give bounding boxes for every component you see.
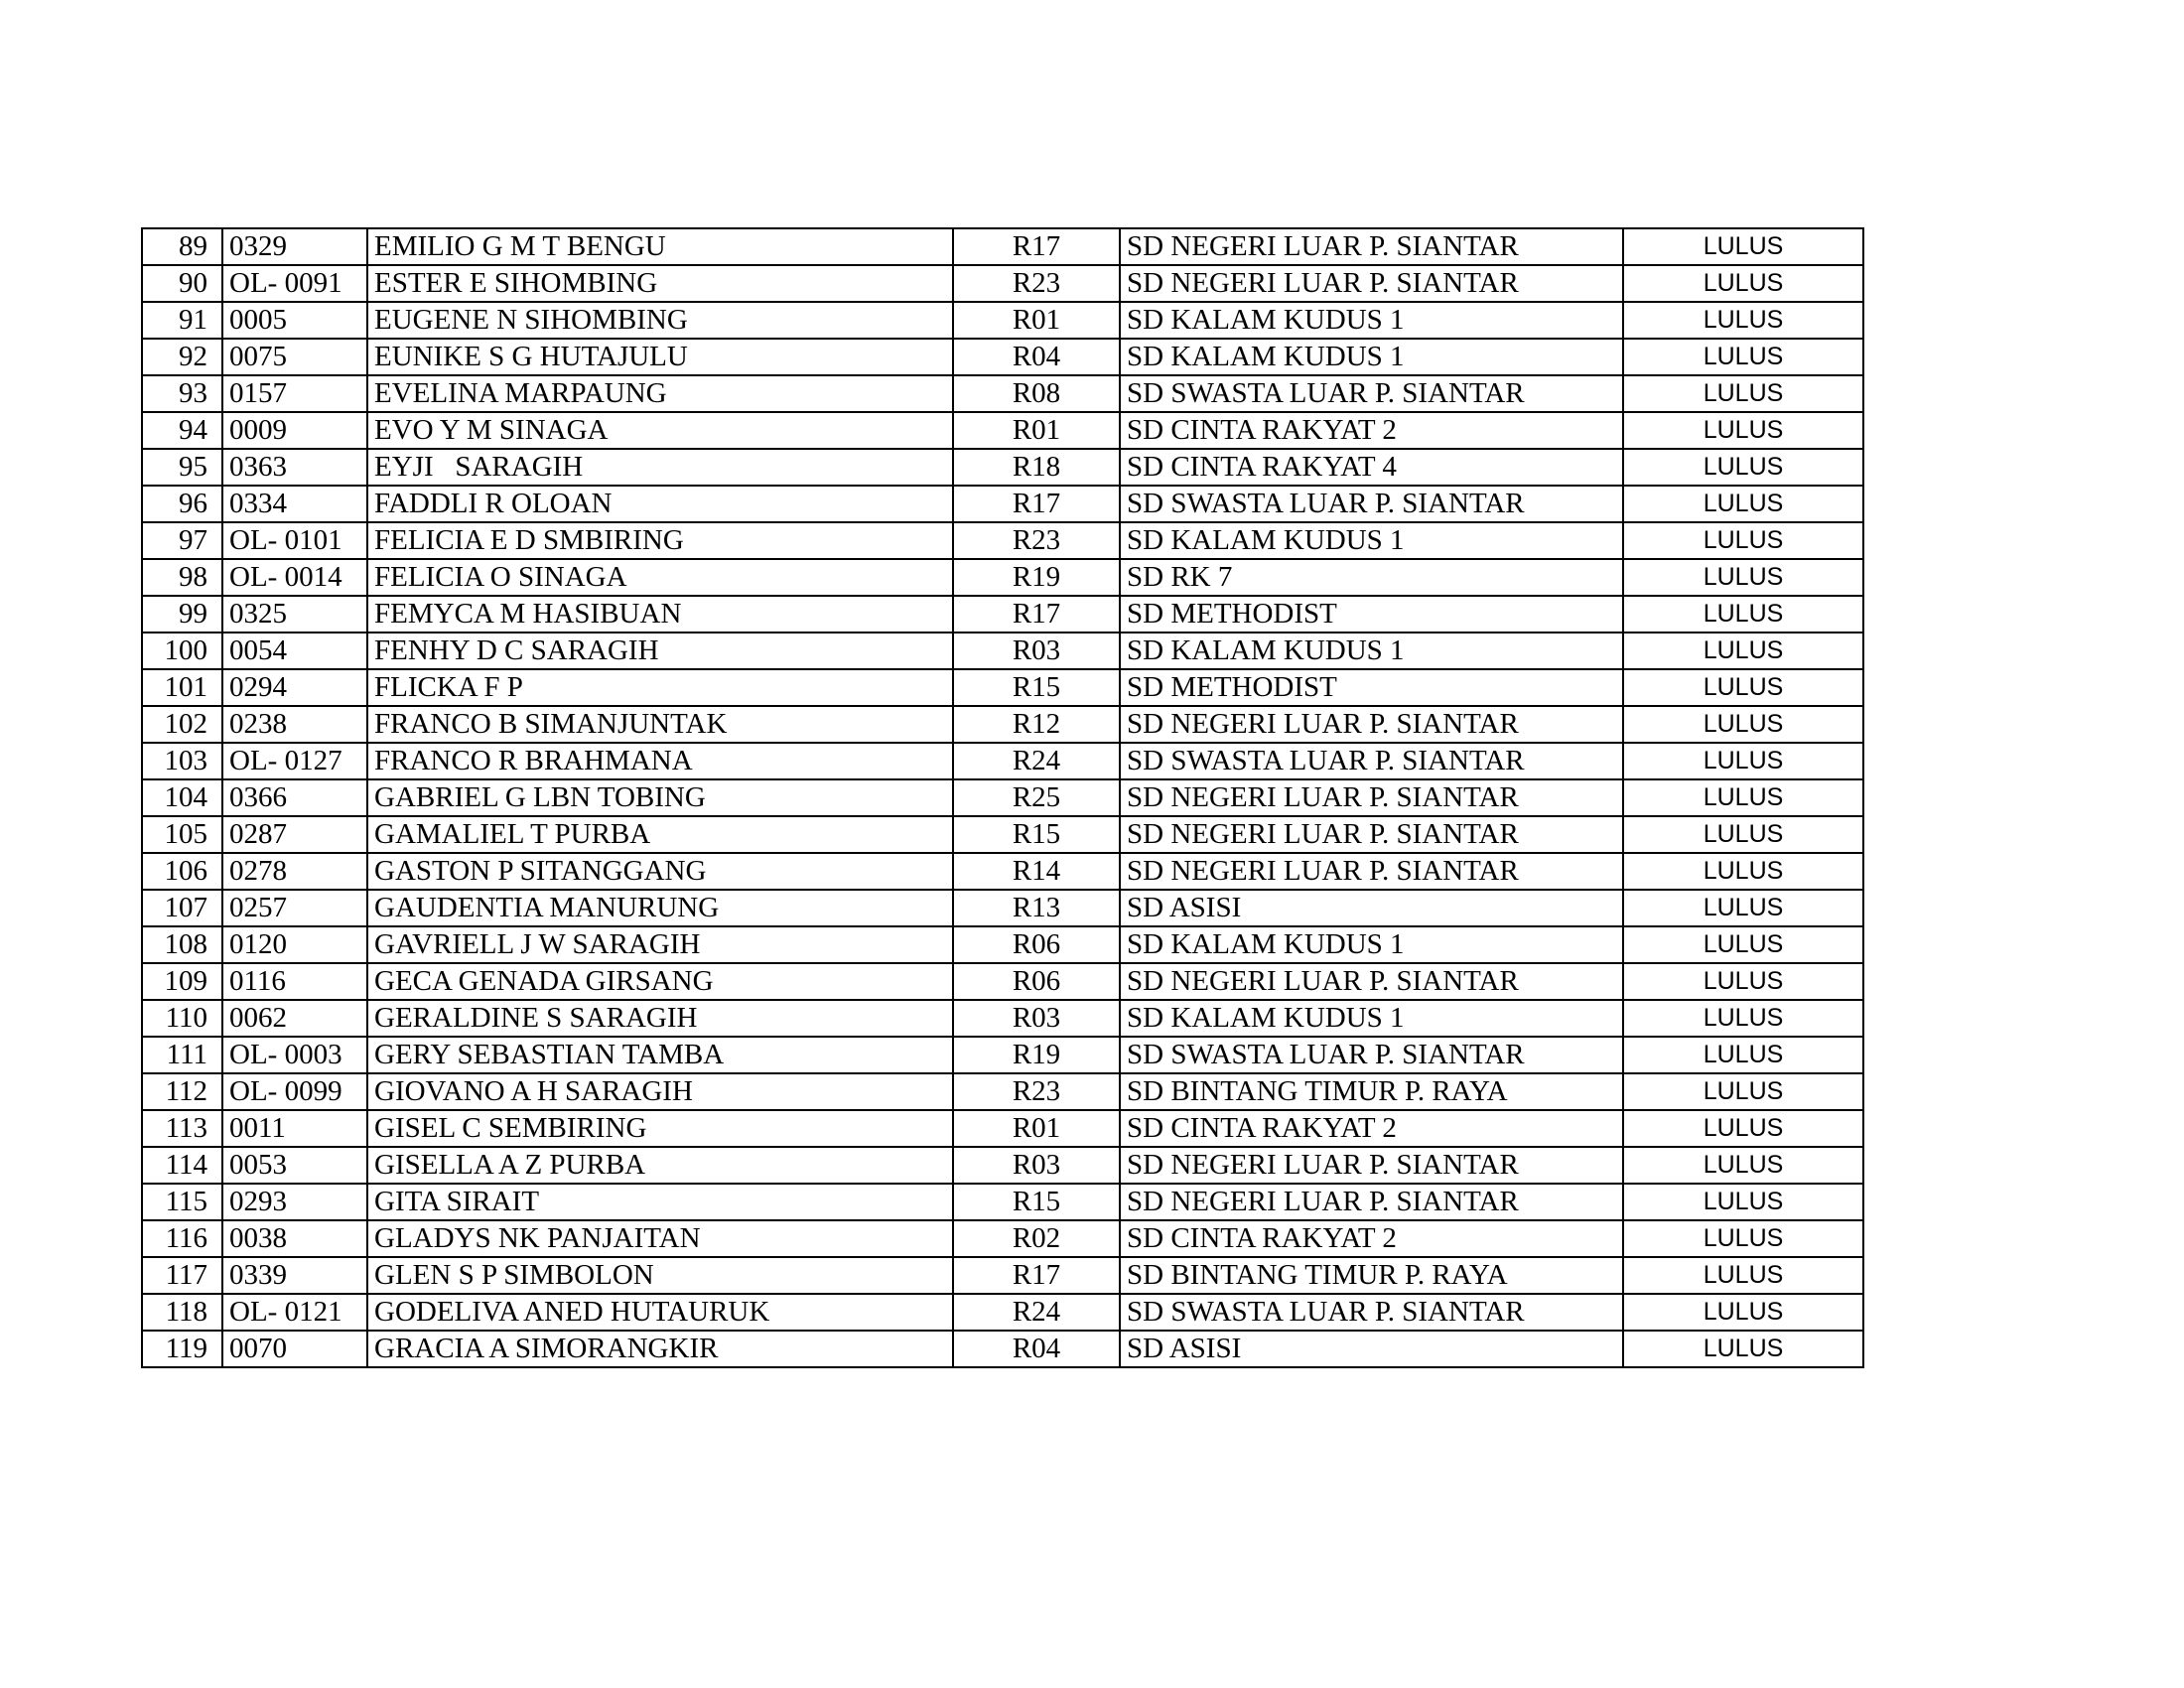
school-cell: SD SWASTA LUAR P. SIANTAR xyxy=(1120,486,1623,522)
participant-code-cell: 0009 xyxy=(222,412,367,449)
school-cell: SD KALAM KUDUS 1 xyxy=(1120,926,1623,963)
row-number-cell: 107 xyxy=(142,890,222,926)
room-cell: R25 xyxy=(953,779,1120,816)
room-cell: R17 xyxy=(953,1257,1120,1294)
room-cell: R24 xyxy=(953,743,1120,779)
school-cell: SD BINTANG TIMUR P. RAYA xyxy=(1120,1257,1623,1294)
participant-code-cell: 0329 xyxy=(222,228,367,265)
room-cell: R19 xyxy=(953,559,1120,596)
student-name-cell: GODELIVA ANED HUTAURUK xyxy=(367,1294,953,1331)
status-cell: LULUS xyxy=(1623,1220,1863,1257)
row-number-cell: 89 xyxy=(142,228,222,265)
status-cell: LULUS xyxy=(1623,522,1863,559)
row-number-cell: 95 xyxy=(142,449,222,486)
student-name-cell: FRANCO B SIMANJUNTAK xyxy=(367,706,953,743)
table-row xyxy=(142,1220,1863,1257)
status-cell: LULUS xyxy=(1623,853,1863,890)
table-row xyxy=(142,522,1863,559)
student-name-cell: FEMYCA M HASIBUAN xyxy=(367,596,953,633)
student-name-cell: GLADYS NK PANJAITAN xyxy=(367,1220,953,1257)
row-number-cell: 101 xyxy=(142,669,222,706)
school-cell: SD NEGERI LUAR P. SIANTAR xyxy=(1120,779,1623,816)
table-row xyxy=(142,1331,1863,1367)
table-row xyxy=(142,1147,1863,1184)
participant-code-cell: 0363 xyxy=(222,449,367,486)
row-number-cell: 97 xyxy=(142,522,222,559)
status-cell: LULUS xyxy=(1623,302,1863,339)
room-cell: R06 xyxy=(953,926,1120,963)
table-row xyxy=(142,449,1863,486)
participant-code-cell: OL- 0101 xyxy=(222,522,367,559)
school-cell: SD SWASTA LUAR P. SIANTAR xyxy=(1120,1037,1623,1073)
status-cell: LULUS xyxy=(1623,706,1863,743)
room-cell: R01 xyxy=(953,412,1120,449)
student-name-cell: GLEN S P SIMBOLON xyxy=(367,1257,953,1294)
school-cell: SD ASISI xyxy=(1120,890,1623,926)
student-name-cell: GIOVANO A H SARAGIH xyxy=(367,1073,953,1110)
student-name-cell: EUGENE N SIHOMBING xyxy=(367,302,953,339)
table-row xyxy=(142,633,1863,669)
row-number-cell: 93 xyxy=(142,375,222,412)
participant-code-cell: 0075 xyxy=(222,339,367,375)
school-cell: SD METHODIST xyxy=(1120,596,1623,633)
school-cell: SD NEGERI LUAR P. SIANTAR xyxy=(1120,265,1623,302)
row-number-cell: 103 xyxy=(142,743,222,779)
student-name-cell: GAMALIEL T PURBA xyxy=(367,816,953,853)
school-cell: SD KALAM KUDUS 1 xyxy=(1120,633,1623,669)
status-cell: LULUS xyxy=(1623,265,1863,302)
student-name-cell: EVELINA MARPAUNG xyxy=(367,375,953,412)
participant-code-cell: 0054 xyxy=(222,633,367,669)
participant-code-cell: 0238 xyxy=(222,706,367,743)
participant-code-cell: OL- 0121 xyxy=(222,1294,367,1331)
student-name-cell: GERALDINE S SARAGIH xyxy=(367,1000,953,1037)
school-cell: SD SWASTA LUAR P. SIANTAR xyxy=(1120,375,1623,412)
room-cell: R04 xyxy=(953,339,1120,375)
participant-code-cell: OL- 0099 xyxy=(222,1073,367,1110)
school-cell: SD KALAM KUDUS 1 xyxy=(1120,339,1623,375)
status-cell: LULUS xyxy=(1623,816,1863,853)
room-cell: R19 xyxy=(953,1037,1120,1073)
student-name-cell: EVO Y M SINAGA xyxy=(367,412,953,449)
participant-code-cell: 0339 xyxy=(222,1257,367,1294)
student-name-cell: FELICIA E D SMBIRING xyxy=(367,522,953,559)
status-cell: LULUS xyxy=(1623,486,1863,522)
status-cell: LULUS xyxy=(1623,1147,1863,1184)
row-number-cell: 116 xyxy=(142,1220,222,1257)
school-cell: SD BINTANG TIMUR P. RAYA xyxy=(1120,1073,1623,1110)
student-name-cell: GABRIEL G LBN TOBING xyxy=(367,779,953,816)
row-number-cell: 117 xyxy=(142,1257,222,1294)
room-cell: R08 xyxy=(953,375,1120,412)
student-name-cell: GAUDENTIA MANURUNG xyxy=(367,890,953,926)
table-row xyxy=(142,890,1863,926)
room-cell: R15 xyxy=(953,1184,1120,1220)
row-number-cell: 111 xyxy=(142,1037,222,1073)
student-name-cell: ESTER E SIHOMBING xyxy=(367,265,953,302)
row-number-cell: 118 xyxy=(142,1294,222,1331)
participant-code-cell: OL- 0014 xyxy=(222,559,367,596)
table-row xyxy=(142,706,1863,743)
room-cell: R03 xyxy=(953,633,1120,669)
row-number-cell: 112 xyxy=(142,1073,222,1110)
table-row xyxy=(142,302,1863,339)
student-name-cell: EUNIKE S G HUTAJULU xyxy=(367,339,953,375)
table-row xyxy=(142,412,1863,449)
table-row xyxy=(142,596,1863,633)
status-cell: LULUS xyxy=(1623,1000,1863,1037)
row-number-cell: 109 xyxy=(142,963,222,1000)
status-cell: LULUS xyxy=(1623,1110,1863,1147)
room-cell: R24 xyxy=(953,1294,1120,1331)
status-cell: LULUS xyxy=(1623,926,1863,963)
table-row xyxy=(142,669,1863,706)
participant-code-cell: OL- 0003 xyxy=(222,1037,367,1073)
row-number-cell: 119 xyxy=(142,1331,222,1367)
status-cell: LULUS xyxy=(1623,743,1863,779)
status-cell: LULUS xyxy=(1623,559,1863,596)
row-number-cell: 102 xyxy=(142,706,222,743)
results-table-body xyxy=(142,228,1863,1367)
student-name-cell: GRACIA A SIMORANGKIR xyxy=(367,1331,953,1367)
status-cell: LULUS xyxy=(1623,963,1863,1000)
row-number-cell: 90 xyxy=(142,265,222,302)
student-name-cell: FENHY D C SARAGIH xyxy=(367,633,953,669)
participant-code-cell: 0287 xyxy=(222,816,367,853)
room-cell: R03 xyxy=(953,1000,1120,1037)
room-cell: R15 xyxy=(953,669,1120,706)
status-cell: LULUS xyxy=(1623,228,1863,265)
table-row xyxy=(142,743,1863,779)
student-name-cell: GISELLA A Z PURBA xyxy=(367,1147,953,1184)
status-cell: LULUS xyxy=(1623,890,1863,926)
row-number-cell: 94 xyxy=(142,412,222,449)
room-cell: R04 xyxy=(953,1331,1120,1367)
school-cell: SD CINTA RAKYAT 4 xyxy=(1120,449,1623,486)
participant-code-cell: 0294 xyxy=(222,669,367,706)
status-cell: LULUS xyxy=(1623,375,1863,412)
student-name-cell: EMILIO G M T BENGU xyxy=(367,228,953,265)
status-cell: LULUS xyxy=(1623,449,1863,486)
student-name-cell: FRANCO R BRAHMANA xyxy=(367,743,953,779)
status-cell: LULUS xyxy=(1623,1184,1863,1220)
table-row xyxy=(142,1184,1863,1220)
row-number-cell: 96 xyxy=(142,486,222,522)
room-cell: R12 xyxy=(953,706,1120,743)
student-name-cell: EYJI SARAGIH xyxy=(367,449,953,486)
table-row xyxy=(142,1257,1863,1294)
table-row xyxy=(142,1073,1863,1110)
table-row xyxy=(142,1000,1863,1037)
participant-code-cell: 0011 xyxy=(222,1110,367,1147)
status-cell: LULUS xyxy=(1623,1331,1863,1367)
participant-code-cell: 0005 xyxy=(222,302,367,339)
student-name-cell: GISEL C SEMBIRING xyxy=(367,1110,953,1147)
status-cell: LULUS xyxy=(1623,1037,1863,1073)
table-row xyxy=(142,1110,1863,1147)
row-number-cell: 106 xyxy=(142,853,222,890)
room-cell: R15 xyxy=(953,816,1120,853)
table-row xyxy=(142,486,1863,522)
results-table xyxy=(141,227,1864,1368)
room-cell: R03 xyxy=(953,1147,1120,1184)
student-name-cell: FLICKA F P xyxy=(367,669,953,706)
participant-code-cell: 0334 xyxy=(222,486,367,522)
status-cell: LULUS xyxy=(1623,412,1863,449)
school-cell: SD KALAM KUDUS 1 xyxy=(1120,302,1623,339)
table-row xyxy=(142,265,1863,302)
student-name-cell: GAVRIELL J W SARAGIH xyxy=(367,926,953,963)
table-row xyxy=(142,375,1863,412)
school-cell: SD KALAM KUDUS 1 xyxy=(1120,522,1623,559)
participant-code-cell: 0157 xyxy=(222,375,367,412)
room-cell: R14 xyxy=(953,853,1120,890)
room-cell: R23 xyxy=(953,1073,1120,1110)
room-cell: R02 xyxy=(953,1220,1120,1257)
table-row xyxy=(142,1294,1863,1331)
room-cell: R13 xyxy=(953,890,1120,926)
student-name-cell: GECA GENADA GIRSANG xyxy=(367,963,953,1000)
row-number-cell: 113 xyxy=(142,1110,222,1147)
room-cell: R17 xyxy=(953,596,1120,633)
status-cell: LULUS xyxy=(1623,669,1863,706)
room-cell: R17 xyxy=(953,486,1120,522)
room-cell: R23 xyxy=(953,265,1120,302)
participant-code-cell: 0053 xyxy=(222,1147,367,1184)
room-cell: R23 xyxy=(953,522,1120,559)
status-cell: LULUS xyxy=(1623,1073,1863,1110)
room-cell: R18 xyxy=(953,449,1120,486)
school-cell: SD CINTA RAKYAT 2 xyxy=(1120,1220,1623,1257)
status-cell: LULUS xyxy=(1623,779,1863,816)
participant-code-cell: 0062 xyxy=(222,1000,367,1037)
school-cell: SD CINTA RAKYAT 2 xyxy=(1120,412,1623,449)
table-row xyxy=(142,559,1863,596)
school-cell: SD NEGERI LUAR P. SIANTAR xyxy=(1120,1184,1623,1220)
row-number-cell: 92 xyxy=(142,339,222,375)
student-name-cell: GASTON P SITANGGANG xyxy=(367,853,953,890)
student-name-cell: FADDLI R OLOAN xyxy=(367,486,953,522)
participant-code-cell: OL- 0127 xyxy=(222,743,367,779)
participant-code-cell: 0120 xyxy=(222,926,367,963)
school-cell: SD NEGERI LUAR P. SIANTAR xyxy=(1120,816,1623,853)
table-row xyxy=(142,228,1863,265)
table-row xyxy=(142,816,1863,853)
school-cell: SD ASISI xyxy=(1120,1331,1623,1367)
room-cell: R06 xyxy=(953,963,1120,1000)
status-cell: LULUS xyxy=(1623,596,1863,633)
table-row xyxy=(142,926,1863,963)
school-cell: SD NEGERI LUAR P. SIANTAR xyxy=(1120,706,1623,743)
row-number-cell: 100 xyxy=(142,633,222,669)
participant-code-cell: 0325 xyxy=(222,596,367,633)
participant-code-cell: 0257 xyxy=(222,890,367,926)
table-row xyxy=(142,853,1863,890)
school-cell: SD METHODIST xyxy=(1120,669,1623,706)
table-row xyxy=(142,963,1863,1000)
row-number-cell: 104 xyxy=(142,779,222,816)
school-cell: SD CINTA RAKYAT 2 xyxy=(1120,1110,1623,1147)
participant-code-cell: 0116 xyxy=(222,963,367,1000)
row-number-cell: 105 xyxy=(142,816,222,853)
row-number-cell: 110 xyxy=(142,1000,222,1037)
student-name-cell: GERY SEBASTIAN TAMBA xyxy=(367,1037,953,1073)
school-cell: SD RK 7 xyxy=(1120,559,1623,596)
school-cell: SD NEGERI LUAR P. SIANTAR xyxy=(1120,1147,1623,1184)
participant-code-cell: 0070 xyxy=(222,1331,367,1367)
row-number-cell: 115 xyxy=(142,1184,222,1220)
row-number-cell: 108 xyxy=(142,926,222,963)
status-cell: LULUS xyxy=(1623,339,1863,375)
student-name-cell: GITA SIRAIT xyxy=(367,1184,953,1220)
row-number-cell: 91 xyxy=(142,302,222,339)
student-name-cell: FELICIA O SINAGA xyxy=(367,559,953,596)
participant-code-cell: 0293 xyxy=(222,1184,367,1220)
status-cell: LULUS xyxy=(1623,633,1863,669)
participant-code-cell: 0366 xyxy=(222,779,367,816)
table-row xyxy=(142,1037,1863,1073)
participant-code-cell: 0278 xyxy=(222,853,367,890)
school-cell: SD NEGERI LUAR P. SIANTAR xyxy=(1120,853,1623,890)
table-row xyxy=(142,339,1863,375)
row-number-cell: 99 xyxy=(142,596,222,633)
participant-code-cell: 0038 xyxy=(222,1220,367,1257)
school-cell: SD KALAM KUDUS 1 xyxy=(1120,1000,1623,1037)
row-number-cell: 98 xyxy=(142,559,222,596)
row-number-cell: 114 xyxy=(142,1147,222,1184)
room-cell: R17 xyxy=(953,228,1120,265)
participant-code-cell: OL- 0091 xyxy=(222,265,367,302)
school-cell: SD SWASTA LUAR P. SIANTAR xyxy=(1120,743,1623,779)
status-cell: LULUS xyxy=(1623,1257,1863,1294)
status-cell: LULUS xyxy=(1623,1294,1863,1331)
room-cell: R01 xyxy=(953,302,1120,339)
table-row xyxy=(142,779,1863,816)
school-cell: SD SWASTA LUAR P. SIANTAR xyxy=(1120,1294,1623,1331)
room-cell: R01 xyxy=(953,1110,1120,1147)
school-cell: SD NEGERI LUAR P. SIANTAR xyxy=(1120,228,1623,265)
school-cell: SD NEGERI LUAR P. SIANTAR xyxy=(1120,963,1623,1000)
